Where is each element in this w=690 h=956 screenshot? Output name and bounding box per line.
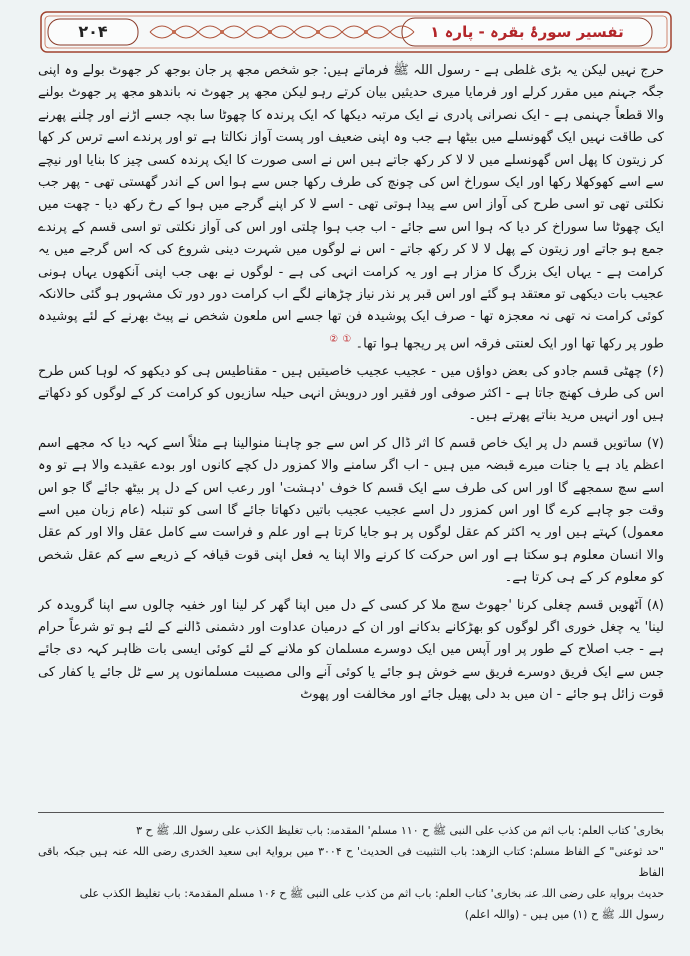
paragraph-continuation [38, 60, 664, 356]
page-number: ۲۰۴ [78, 22, 108, 41]
paragraph-8: (۸) آٹھویں قسم چغلی کرنا 'جھوٹ سچ ملا کر کسی کے دل میں اپنا گھر کر لینا اور خفیہ چالوں سے اپنا گرویدہ کر لینا' یہ چغل خوری اگر لوگوں کو بھڑکانے بدکانے اور ان کے درمیان عداوت اور دشمنی ڈالنے کے لئے ہو تو شرعاً حرام ہے - جب اصلاح کے طور پر اور آپس میں ایک دوسرے مسلمان کو ملانے کے لئے کوئی ایسی بات ظاہر کہہ دی جائے جس سے ایک فریق دوسرے فریق سے خوش ہو جائے یا کوئی آنے والی مصیبت مسلمانوں پر سے ٹل جائے یا کفار کی قوت زائل ہو جائے - ان میں بد دلی پھیل جائے اور مخالفت اور پھوٹ [38, 597, 664, 703]
running-title: تفسیر سورۂ بقرہ - پارہ ۱ [430, 23, 624, 41]
page-header [40, 10, 672, 54]
footnote-divider [38, 812, 664, 813]
body-text [38, 60, 664, 805]
footnote-marker-1: ① [342, 333, 352, 345]
footnotes [38, 820, 664, 950]
paragraph-text: حرج نہیں لیکن یہ بڑی غلطی ہے - رسول اللہ ﷺ فرماتے ہیں: جو شخص مجھ پر جان بوجھ کر جھوٹ بولے وہ اپنی جگہ جہنم میں مقرر کرلے اور فرمایا میری حدیثیں بیان کرتے رہو لیکن مجھ پر جھوٹ نہ باندھو مجھ پر جھوٹ بولنے والا قطعاً جہنمی ہے - ایک نصرانی پادری نے ایک مرتبہ دیکھا کہ ایک پرندہ کا چھوٹا سا بچہ جسے اڑنے اور چلنے پھرنے کی طاقت نہیں ایک گھونسلے میں بیٹھا ہے جب وہ اپنی ضعیف اور پست آواز نکالتا ہے تو اور پرندے اسے ترس کر کھا کر زیتون کا پھل اس گھونسلے میں لا لا کر رکھ جاتے ہیں اس نے اسی صورت کا ایک پرندہ کسی چیز کا بنایا اور نیچے سے اسے کھوکھلا رکھا اور ایک سوراخ اس کی چونچ کی طرف رکھا جس سے ہوا اس کے اندر گھستی تھی - پھر جب نکلتی تھی تو اسی طرح کی آواز اس سے پیدا ہوتی تھی - اسے لا کر اپنے گرجے میں ہوا کے رخ رکھ دیا - چھت میں ایک چھوٹا سا سوراخ کر دیا کہ ہوا اس سے جائے - اب جب ہوا چلتی اور اس کی آواز نکلتی تو اسی قسم کے پرندے جمع ہو جاتے اور زیتون کے پھل لا لا کر رکھ جاتے - اس نے لوگوں میں شہرت دینی شروع کی کہ اس گرجے میں یہ کرامت ہے - یہاں ایک بزرگ کا مزار ہے اور یہ کرامت انہی کی ہے - لوگوں نے بھی جب اپنی آنکھوں یہاں ہونی عجیب بات دیکھی تو معتقد ہو گئے اور اس قبر پر نذر نیاز چڑھانے لگے اب کرامت دور دور تک مشہور ہو گئی حالانکہ کوئی کرامت نہ تھی نہ معجزہ تھا - صرف ایک پوشیدہ فن تھا جسے اس ملعون شخص نے پیٹ بھرنے کے لئے پوشیدہ طور پر رکھا تھا اور ایک لعنتی فرقہ اس پر ریجھا ہوا تھا۔ [38, 63, 664, 352]
footnote-line: بخاری' کتاب العلم: باب اثم من کذب علی النبی ﷺ ح ۱۱۰ مسلم' المقدمۃ: باب تغلیظ الکذب علی رسول اللہ ﷺ ح ۳ [136, 824, 664, 837]
paragraph-7: (۷) ساتویں قسم دل پر ایک خاص قسم کا اثر ڈال کر اس سے جو چاہنا منوالینا ہے مثلاً اسے کہہ دیا کہ مجھے اسم اعظم یاد ہے یا جنات میرے قبضہ میں ہیں - اب اگر سامنے والا کمزور دل کچے کانوں اور بودے عقیدے والا ہے تو وہ اسے سچ سمجھے گا اور اس کی طرف سے ایک قسم کا خوف 'دہشت' اور رعب اس کے دل پر بیٹھ جائے گا جو اس وقت جو چاہے کرے گا اور اس کمزور دل اسے عجیب عجیب باتیں دکھاتا جائے گا اسی کو تنبلہ (عام زبان میں اسے معمول) کہتے ہیں اور یہ اکثر کم عقل لوگوں پر ہو جایا کرتا ہے اور علم و فراست سے کامل عقل والا اور کم عقل والا انسان معلوم ہو سکتا ہے اور اس حرکت کا کرنے والا اپنا یہ فعل اپنی قوت قیافہ کے ذریعے سے کم عقل شخص کو معلوم کر کے ہی کرتا ہے۔ [38, 435, 664, 586]
paragraph-6: (۶) چھٹی قسم جادو کی بعض دواؤں میں - عجیب عجیب خاصیتیں ہیں - مقناطیس ہی کو دیکھو کہ لوہا کس طرح اس کی طرف کھنچ جاتا ہے - اکثر صوفی اور فقیر اور درویش انہی حیلہ سازیوں کو کرامت کر کے لوگوں کو دکھاتے ہیں اور انہیں مرید بناتے پھرتے ہیں۔ [38, 363, 664, 424]
footnote-line: "حد ثوعنی" کے الفاظ مسلم: کتاب الزھد: باب التثبیت فی الحدیث' ح ۳۰۰۴ میں بروایۃ ابی سعید الخدری رضی اللہ عنہ ہیں جبکہ باقی الفاظ [38, 845, 664, 879]
footnote-line: رسول اللہ ﷺ ح (۱) میں ہیں - (واللہ اعلم) [464, 908, 664, 921]
footnote-marker-2: ② [329, 333, 339, 345]
footnote-line: حدیث بروایۃ علی رضی اللہ عنہ بخاری' کتاب العلم: باب اثم من کذب علی النبی ﷺ ح ۱۰۶ مسلم المقدمۃ: باب تغلیظ الکذب علی [79, 887, 664, 900]
